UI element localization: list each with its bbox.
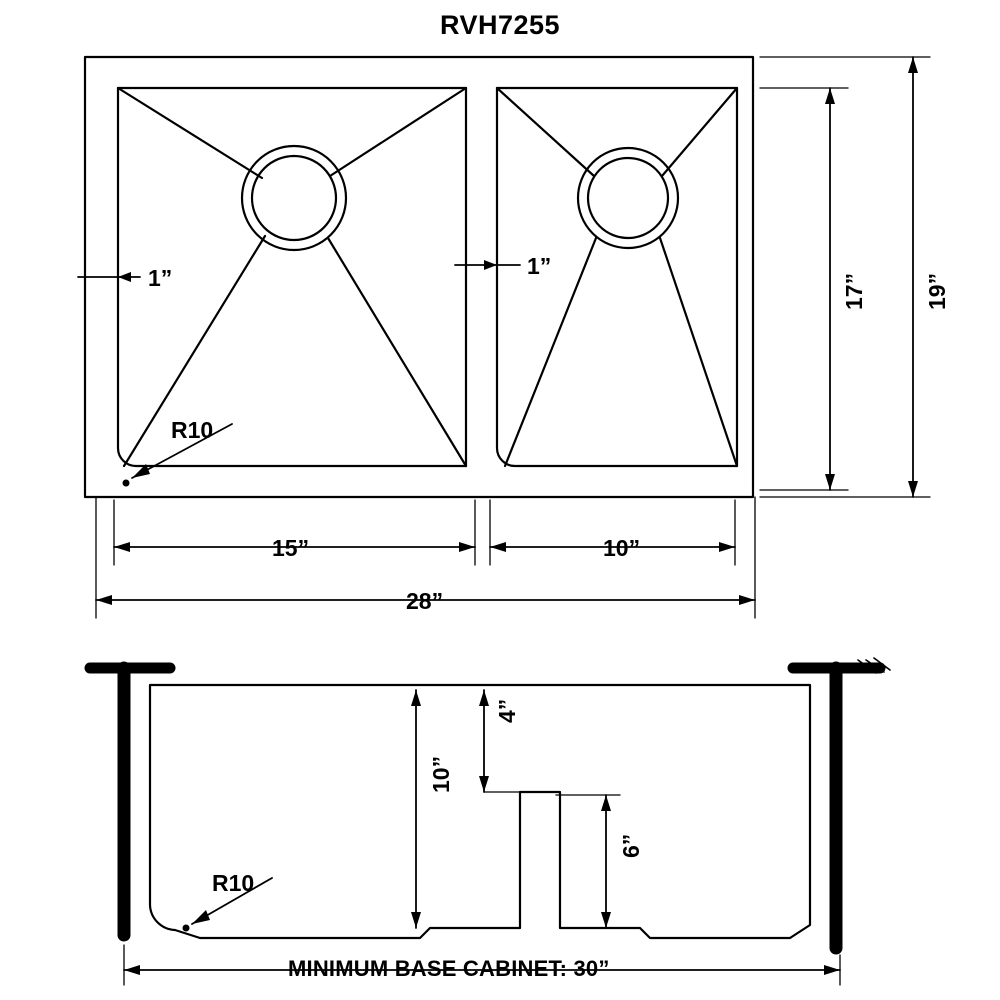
left-drain-outer [242,146,346,250]
right-bowl-slope-4 [660,238,737,466]
label-divider-6in: 6” [618,833,644,858]
label-minimum-base-cabinet: MINIMUM BASE CABINET: 30” [288,956,610,981]
label-depth-17: 17” [841,272,867,310]
label-depth-19: 19” [924,272,950,310]
page-title: RVH7255 [439,10,561,40]
label-right-wall-1in: 1” [527,253,552,279]
r10-front-arrow [192,910,210,924]
right-wall-arrow [484,260,497,270]
right-drain-outer [578,148,678,248]
r10-front-origin-dot [183,925,190,932]
sink-front-profile [150,685,810,938]
left-bowl-slope-4 [328,238,466,466]
r10-top-origin-dot [123,480,130,487]
label-left-wall-1in: 1” [148,265,173,291]
left-drain-inner [252,156,336,240]
right-bowl-slope-2 [662,88,737,176]
label-r10-front: R10 [212,870,255,896]
label-r10-top: R10 [171,417,214,443]
label-width-15: 15” [272,535,310,561]
label-width-10: 10” [603,535,641,561]
label-bowl-depth-10in: 10” [428,755,454,793]
label-divider-4in: 4” [494,698,520,723]
left-bowl-slope-1 [118,88,262,178]
label-width-28: 28” [406,588,444,614]
left-bowl-slope-2 [330,88,466,176]
right-bowl-slope-1 [497,88,594,176]
left-wall-arrow [118,272,131,282]
right-drain-inner [588,158,668,238]
